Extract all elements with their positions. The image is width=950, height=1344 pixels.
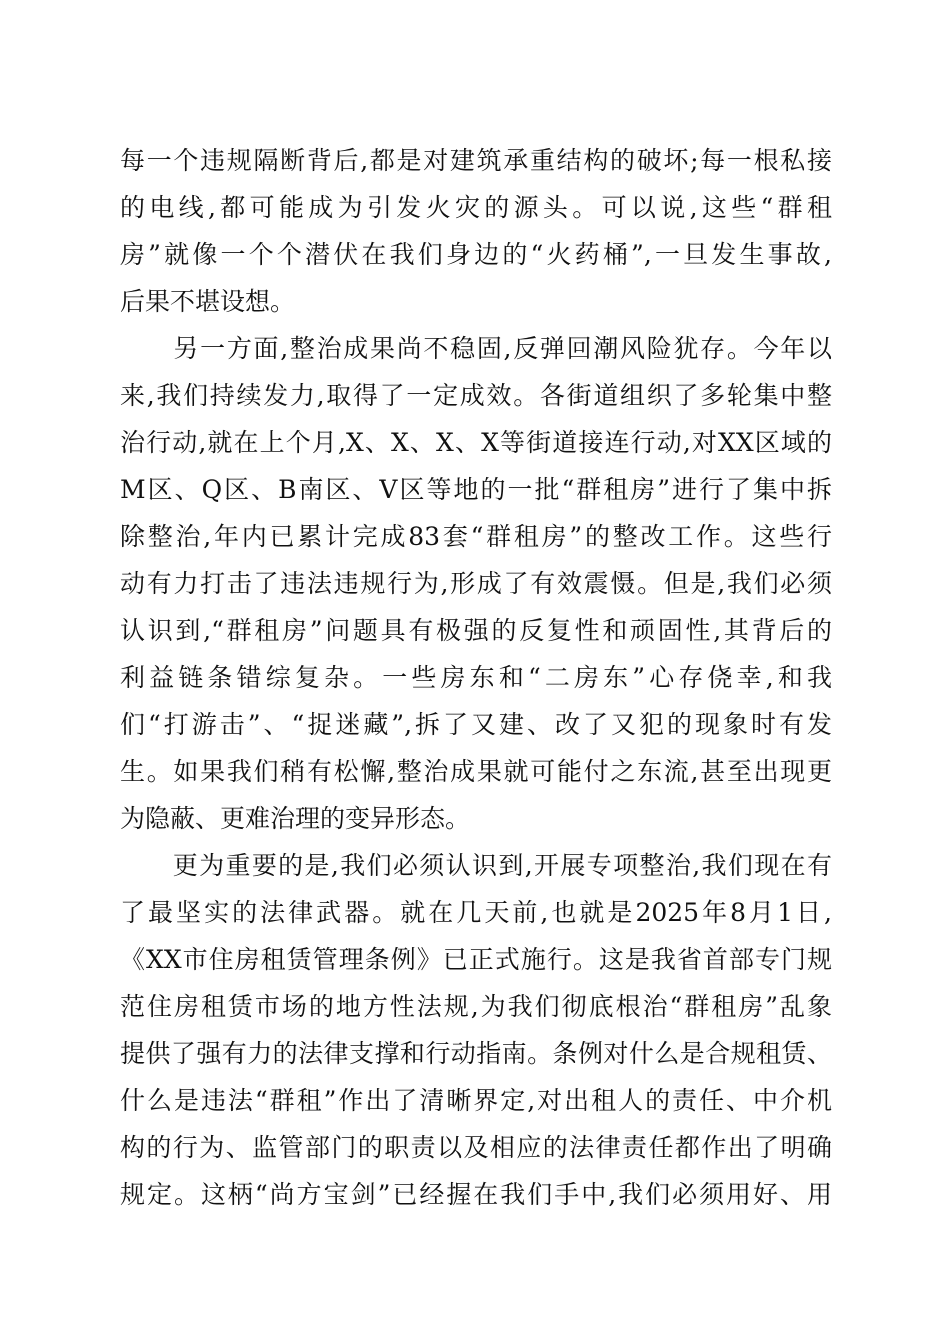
text-line: 构的行为、监管部门的职责以及相应的法律责任都作出了明确 — [120, 1133, 832, 1162]
text-line: 更为重要的是,我们必须认识到,开展专项整治,我们现在有 — [120, 851, 832, 880]
text-line: 什么是违法“群租”作出了清晰界定,对出租人的责任、中介机 — [120, 1086, 832, 1115]
text-line: 了最坚实的法律武器。就在几天前,也就是2025年8月1日, — [120, 898, 832, 927]
text-line: 提供了强有力的法律支撑和行动指南。条例对什么是合规租赁、 — [120, 1039, 832, 1068]
text-line: 治行动,就在上个月,X、X、X、X等街道接连行动,对XX区域的 — [120, 428, 832, 457]
text-line: 们“打游击”、“捉迷藏”,拆了又建、改了又犯的现象时有发 — [120, 710, 832, 739]
text-line: 动有力打击了违法违规行为,形成了有效震慑。但是,我们必须 — [120, 569, 832, 598]
text-line: 利益链条错综复杂。一些房东和“二房东”心存侥幸,和我 — [120, 663, 832, 692]
text-line: 后果不堪设想。 — [120, 287, 296, 316]
text-line: 范住房租赁市场的地方性法规,为我们彻底根治“群租房”乱象 — [120, 992, 832, 1021]
text-line: 来,我们持续发力,取得了一定成效。各街道组织了多轮集中整 — [120, 381, 832, 410]
text-line: 认识到,“群租房”问题具有极强的反复性和顽固性,其背后的 — [120, 616, 832, 645]
text-line: 生。如果我们稍有松懈,整治成果就可能付之东流,甚至出现更 — [120, 757, 832, 786]
text-line: 另一方面,整治成果尚不稳固,反弹回潮风险犹存。今年以 — [120, 334, 832, 363]
text-line: 每一个违规隔断背后,都是对建筑承重结构的破坏;每一根私接 — [120, 146, 832, 175]
text-line: 除整治,年内已累计完成83套“群租房”的整改工作。这些行 — [120, 522, 832, 551]
text-line: 《XX市住房租赁管理条例》已正式施行。这是我省首部专门规 — [120, 945, 832, 974]
text-line: 为隐蔽、更难治理的变异形态。 — [120, 804, 471, 833]
text-line: 房”就像一个个潜伏在我们身边的“火药桶”,一旦发生事故, — [120, 240, 832, 269]
body-text — [120, 137, 832, 1218]
text-line: 规定。这柄“尚方宝剑”已经握在我们手中,我们必须用好、用 — [120, 1180, 832, 1209]
text-line: 的电线,都可能成为引发火灾的源头。可以说,这些“群租 — [120, 193, 832, 222]
text-line: M区、Q区、B南区、V区等地的一批“群租房”进行了集中拆 — [120, 475, 832, 504]
